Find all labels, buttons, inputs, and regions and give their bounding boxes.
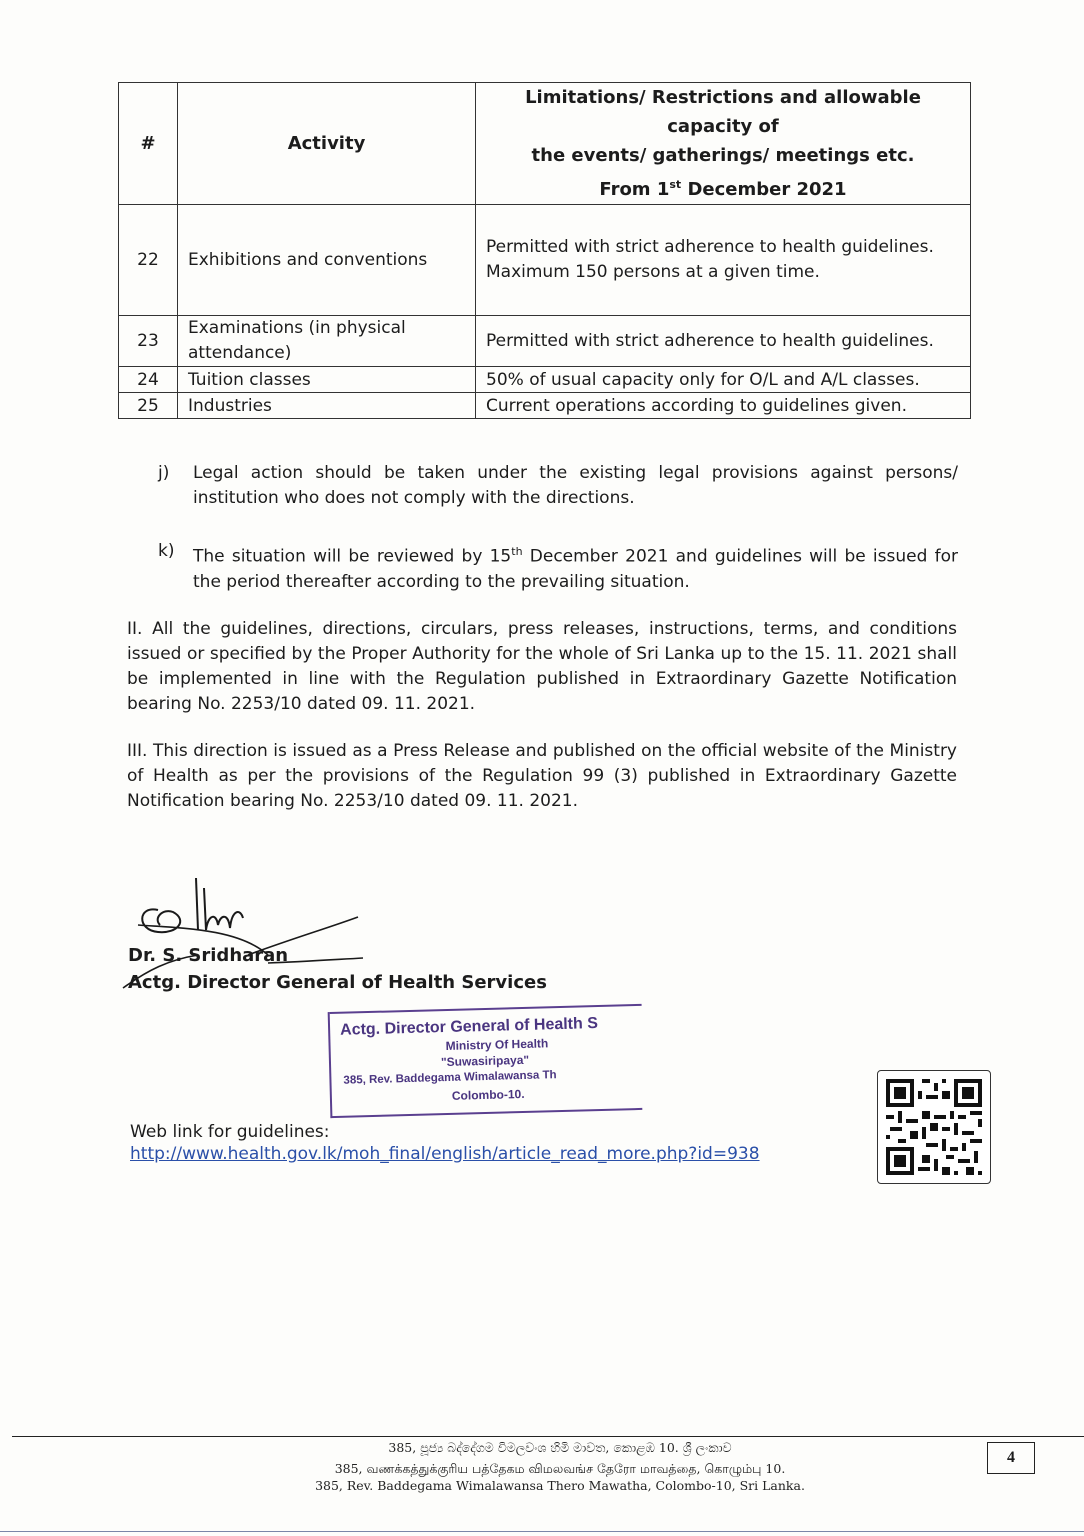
- item-k-text: [193, 539, 958, 595]
- row-limitation-line1: Permitted with strict adherence to health guidelines.: [486, 237, 934, 257]
- header-date-ordinal: st: [669, 178, 682, 191]
- signatory-title: Actg. Director General of Health Services: [128, 972, 547, 993]
- header-date-prefix: From 1: [599, 179, 670, 200]
- stamp-line1: Actg. Director General of Health S: [339, 1015, 599, 1039]
- row-activity: Tuition classes: [178, 367, 476, 393]
- header-limitations-line2: the events/ gatherings/ meetings etc.: [531, 145, 915, 166]
- header-activity: Activity: [178, 83, 476, 205]
- row-activity: Exhibitions and conventions: [178, 205, 476, 316]
- qr-code-icon: [878, 1071, 990, 1183]
- header-limitations-line3: [486, 170, 960, 204]
- stamp-line2: Ministry Of Health: [445, 1036, 549, 1054]
- item-k: [158, 539, 958, 595]
- row-activity: [178, 316, 476, 367]
- row-limitation: Current operations according to guidelines given.: [476, 393, 971, 419]
- footer-address-english: 385, Rev. Baddegama Wimalawansa Thero Mawatha, Colombo-10, Sri Lanka.: [315, 1478, 805, 1493]
- stamp-line3: "Suwasiripaya": [440, 1052, 530, 1070]
- footer-divider: [12, 1436, 1084, 1437]
- bottom-edge-line: [0, 1531, 1084, 1532]
- row-activity-line2: attendance): [188, 343, 292, 363]
- item-k-ordinal: th: [511, 545, 523, 558]
- stamp-line4: 385, Rev. Baddegama Wimalawansa Th: [343, 1069, 557, 1087]
- header-date-suffix: December 2021: [681, 179, 847, 200]
- paragraph-ii: II. All the guidelines, directions, circulars, press releases, instructions, terms, and conditions issued or specified by the Proper Authority for the whole of Sri Lanka up to the 15. 11. 2021 shall be implemented in line with the Regulation published in Extraordinary Gazette Notification bearing No. 2253/10 dated 09. 11. 2021.: [127, 619, 957, 714]
- row-activity: Industries: [178, 393, 476, 419]
- web-link-label: Web link for guidelines:: [130, 1122, 330, 1142]
- qr-code: [877, 1070, 991, 1184]
- item-k-text-post: December 2021 and guidelines will be issued for the period thereafter according to the prevailing situation.: [193, 546, 958, 592]
- row-number: 23: [119, 316, 178, 367]
- page-number: 4: [987, 1442, 1035, 1474]
- table-row: [119, 316, 971, 367]
- row-limitation: 50% of usual capacity only for O/L and A/L classes.: [476, 367, 971, 393]
- table-header-row: [119, 83, 971, 205]
- row-activity-line1: Examinations (in physical: [188, 318, 406, 338]
- header-limitations-line1: Limitations/ Restrictions and allowable capacity of: [525, 87, 921, 137]
- item-j-text: Legal action should be taken under the existing legal provisions against persons/ institution who does not comply with the directions.: [193, 463, 958, 508]
- signatory-name: Dr. S. Sridharan: [128, 945, 289, 966]
- table-row: [119, 367, 971, 393]
- header-limitations: [476, 83, 971, 205]
- item-j-label: j): [158, 463, 170, 483]
- row-limitation: [476, 205, 971, 316]
- footer-address-tamil: 385, வணக்கத்துக்குரிய பத்தேகம விமலவங்ச தேரோ மாவத்தை, கொழும்பு 10.: [334, 1461, 786, 1476]
- item-k-text-pre: The situation will be reviewed by 15: [193, 546, 512, 567]
- official-stamp: [328, 1004, 643, 1118]
- row-limitation-line2: Maximum 150 persons at a given time.: [486, 262, 820, 282]
- row-number: 22: [119, 205, 178, 316]
- footer-address-sinhala: 385, පූජ්‍ය බද්දේගම විමලවංශ හිමි මාවත, කොළඹ 10. ශ්‍රී ලංකාව: [388, 1440, 732, 1455]
- item-j: [158, 461, 958, 511]
- table-row: [119, 393, 971, 419]
- row-number: 24: [119, 367, 178, 393]
- table-row: [119, 205, 971, 316]
- restrictions-table: [118, 82, 971, 419]
- paragraph-iii: III. This direction is issued as a Press Release and published on the official website of the Ministry of Health as per the provisions of the Regulation 99 (3) published in Extraordinary Gazette Notification bearing No. 2253/10 dated 09. 11. 2021.: [127, 741, 957, 811]
- stamp-line5: Colombo-10.: [451, 1086, 525, 1103]
- item-k-label: k): [158, 541, 175, 561]
- row-number: 25: [119, 393, 178, 419]
- header-number: #: [119, 83, 178, 205]
- row-limitation: Permitted with strict adherence to health guidelines.: [476, 316, 971, 367]
- stamp-top-border: [330, 1004, 642, 1014]
- guidelines-link[interactable]: http://www.health.gov.lk/moh_final/english/article_read_more.php?id=938: [130, 1144, 760, 1164]
